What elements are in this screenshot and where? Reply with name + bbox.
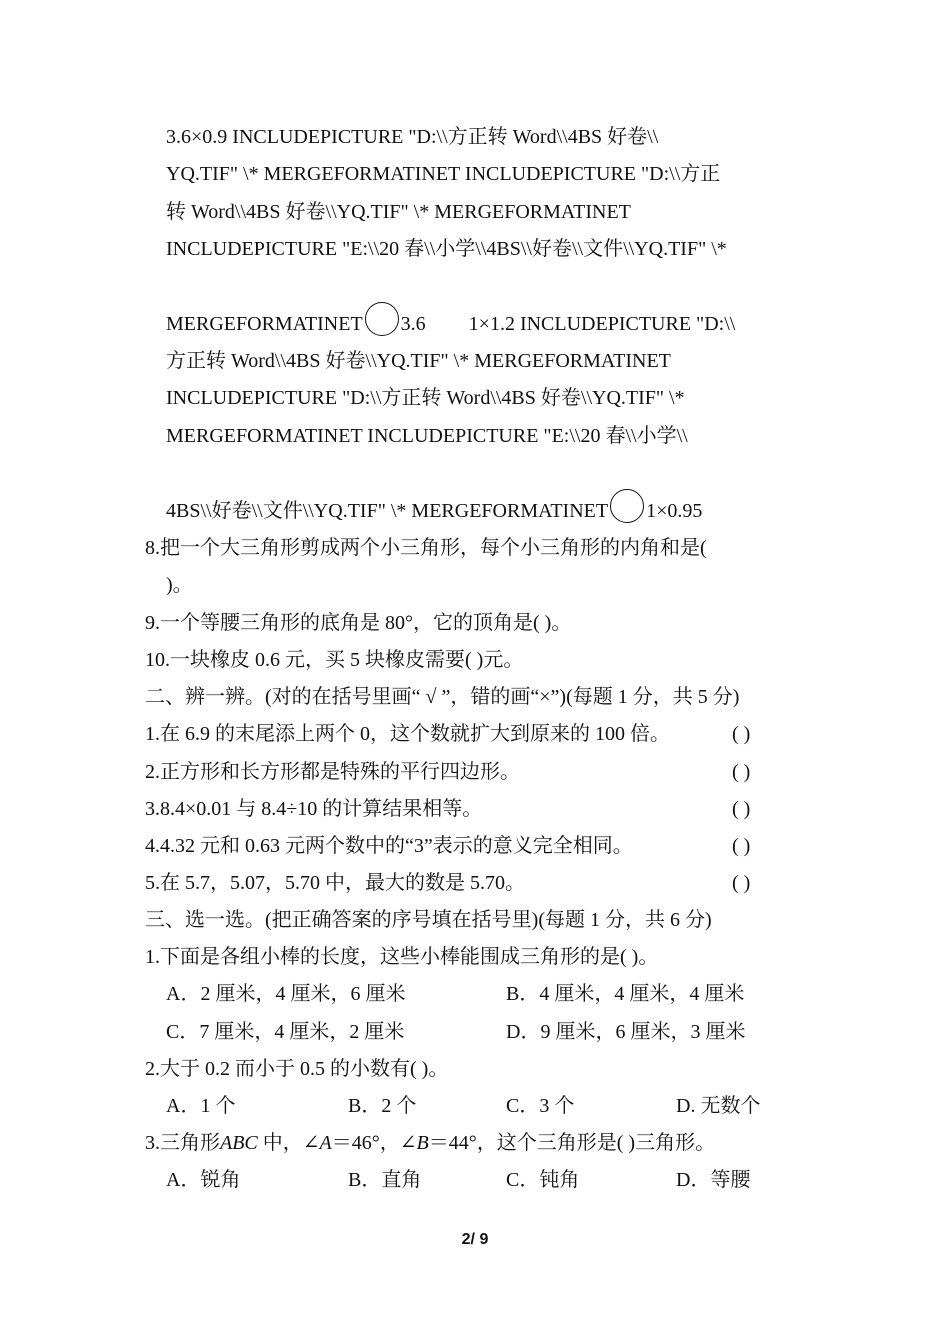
expression-right: 1×0.95 (646, 500, 703, 522)
judge-item-5: 5.在 5.7，5.07，5.70 中，最大的数是 5.70。 (145, 872, 525, 894)
question-10: 10.一块橡皮 0.6 元，买 5 块橡皮需要( )元。 (145, 649, 524, 671)
question-9: 9.一个等腰三角形的底角是 80°，它的顶角是( )。 (145, 612, 572, 634)
field-code-line-5 (166, 302, 735, 336)
judge-item-4: 4.4.32 元和 0.63 元两个数中的“3”表示的意义完全相同。 (145, 835, 633, 857)
choice-question-2: 2.大于 0.2 而小于 0.5 的小数有( )。 (145, 1058, 449, 1080)
question-8-end: )。 (166, 574, 193, 596)
section-2-heading: 二、辨一辨。(对的在括号里画“ √ ”，错的画“×”)(每题 1 分，共 5 分) (145, 686, 740, 708)
field-code-line-3: 转 Word\\4BS 好卷\\YQ.TIF" \* MERGEFORMATINET (166, 201, 631, 223)
triangle-name: ABC (220, 1132, 258, 1154)
answer-circle (365, 302, 399, 336)
expression-left: 3.6 (400, 313, 426, 335)
question-8: 8.把一个大三角形剪成两个小三角形，每个小三角形的内角和是( (145, 537, 707, 559)
choice-1-option-b: B．4 厘米，4 厘米，4 厘米 (506, 983, 745, 1005)
choice-3-option-c: C．钝角 (506, 1169, 580, 1191)
choice-3-option-b: B．直角 (348, 1169, 422, 1191)
answer-parentheses: ( ) (732, 761, 751, 783)
choice-question-3: 3.三角形ABC 中，∠A＝46°，∠B＝44°，这个三角形是( )三角形。 (145, 1132, 716, 1154)
answer-parentheses: ( ) (732, 835, 751, 857)
field-code-line-8: MERGEFORMATINET INCLUDEPICTURE "E:\\20 春\\小学\\ (166, 425, 688, 447)
expression-right: 1×1.2 INCLUDEPICTURE "D:\\ (468, 313, 736, 335)
choice-2-option-b: B．2 个 (348, 1095, 417, 1117)
field-code-line-2: YQ.TIF" \* MERGEFORMATINET INCLUDEPICTURE "D:\\方正 (166, 163, 721, 185)
choice-3-option-a: A．锐角 (166, 1169, 241, 1191)
choice-3-option-d: D．等腰 (676, 1169, 751, 1191)
judge-item-3: 3.8.4×0.01 与 8.4÷10 的计算结果相等。 (145, 798, 483, 820)
answer-parentheses: ( ) (732, 723, 751, 745)
field-code-text: 4BS\\好卷\\文件\\YQ.TIF" \* MERGEFORMATINET (166, 500, 609, 522)
field-code-line-1: 3.6×0.9 INCLUDEPICTURE "D:\\方正转 Word\\4BS 好卷\\ (166, 126, 659, 148)
choice-1-option-d: D．9 厘米，6 厘米，3 厘米 (506, 1021, 746, 1043)
field-code-line-6: 方正转 Word\\4BS 好卷\\YQ.TIF" \* MERGEFORMATINET (166, 350, 671, 372)
choice-1-option-c: C．7 厘米，4 厘米，2 厘米 (166, 1021, 405, 1043)
choice-2-option-c: C．3 个 (506, 1095, 575, 1117)
choice-question-1: 1.下面是各组小棒的长度，这些小棒能围成三角形的是( )。 (145, 946, 659, 968)
answer-circle (610, 489, 644, 523)
answer-parentheses: ( ) (732, 872, 751, 894)
field-code-line-9 (166, 489, 702, 523)
choice-2-option-d: D. 无数个 (676, 1095, 761, 1117)
field-code-text: MERGEFORMATINET (166, 313, 363, 335)
field-code-line-4: INCLUDEPICTURE "E:\\20 春\\小学\\4BS\\好卷\\文件\\YQ.TIF" \* (166, 238, 727, 260)
choice-1-option-a: A．2 厘米，4 厘米，6 厘米 (166, 983, 406, 1005)
judge-item-2: 2.正方形和长方形都是特殊的平行四边形。 (145, 761, 520, 783)
angle-b: B (416, 1132, 429, 1154)
judge-item-1: 1.在 6.9 的末尾添上两个 0，这个数就扩大到原来的 100 倍。 (145, 723, 670, 745)
choice-2-option-a: A．1 个 (166, 1095, 236, 1117)
section-3-heading: 三、选一选。(把正确答案的序号填在括号里)(每题 1 分，共 6 分) (145, 909, 712, 931)
field-code-line-7: INCLUDEPICTURE "D:\\方正转 Word\\4BS 好卷\\YQ.TIF" \* (166, 387, 685, 409)
page-number: 2/ 9 (461, 1231, 489, 1248)
answer-parentheses: ( ) (732, 798, 751, 820)
angle-a: A (319, 1132, 332, 1154)
